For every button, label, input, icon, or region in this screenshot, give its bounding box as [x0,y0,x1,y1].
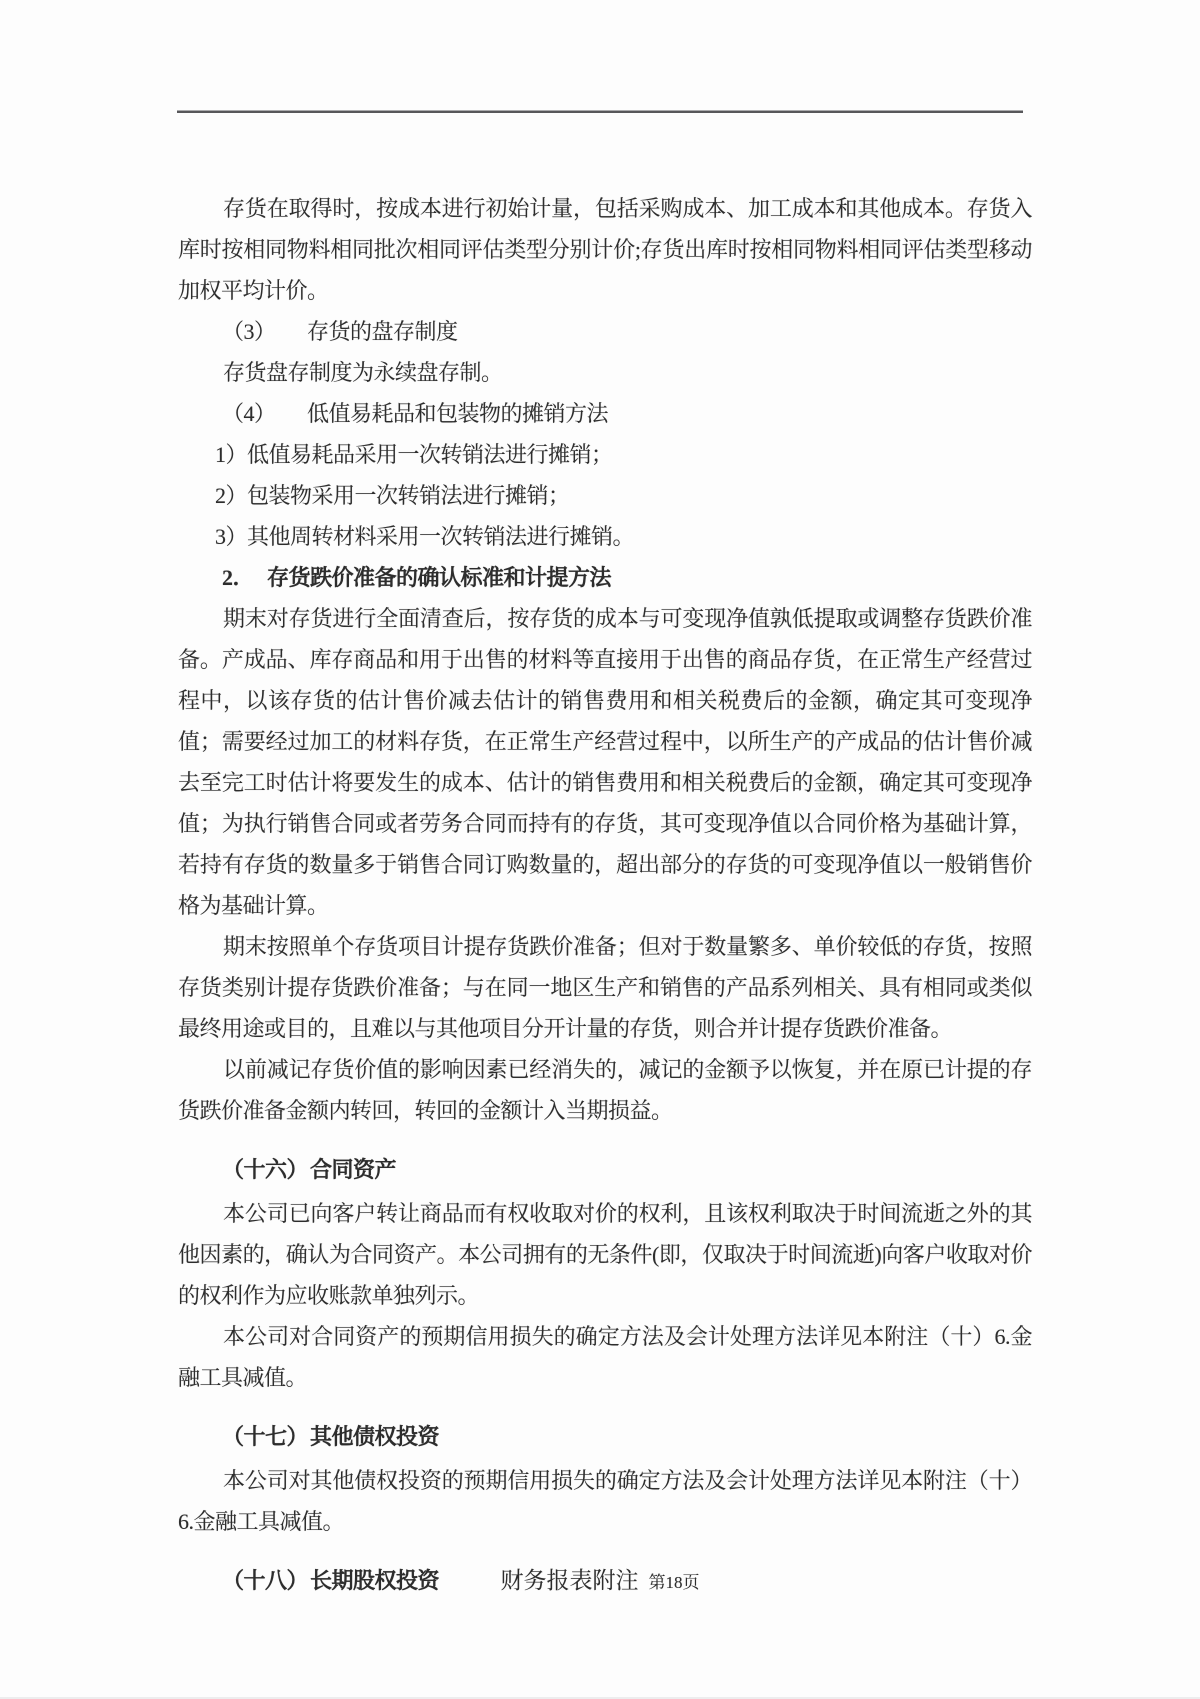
para-perpetual-inventory: 存货盘存制度为永续盘存制。 [223,360,503,385]
para-inventory-initial-measurement: 存货在取得时，按成本进行初始计量，包括采购成本、加工成本和其他成本。存货入库时按相同物料相同批次相同评估类型分别计价;存货出库时按相同物料相同评估类型移动加权平均计价。 [178,196,1032,303]
section-number: （十七） [222,1424,309,1449]
footer-doc-title: 财务报表附注 [500,1568,639,1593]
item-title: 低值易耗品和包装物的摊销方法 [307,401,609,426]
para-other-debt-investments: 本公司对其他债权投资的预期信用损失的确定方法及会计处理方法详见本附注（十）6.金融工具减值。 [178,1468,1032,1534]
section-title: 合同资产 [310,1157,397,1182]
item-amortization-method [178,393,1032,434]
section-number: （十八） [222,1568,309,1593]
item-title: 存货的盘存制度 [307,319,458,344]
section-title: 其他债权投资 [310,1424,440,1449]
document-content [178,188,1032,1604]
para-contract-assets-2: 本公司对合同资产的预期信用损失的确定方法及会计处理方法详见本附注（十）6.金融工具减值。 [178,1324,1032,1390]
heading-section-17-other-debt-investments [178,1416,1032,1457]
heading-section-16-contract-assets [178,1149,1032,1190]
heading-inventory-write-down [178,557,1032,598]
para-contract-assets-1: 本公司已向客户转让商品而有权收取对价的权利，且该权利取决于时间流逝之外的其他因素的，确认为合同资产。本公司拥有的无条件(即，仅取决于时间流逝)向客户收取对价的权利作为应收账款单独列示。 [178,1201,1032,1308]
section-number: （十六） [222,1157,309,1182]
item-number: （4） [222,401,276,426]
para-write-down-1: 期末对存货进行全面清查后，按存货的成本与可变现净值孰低提取或调整存货跌价准备。产成品、库存商品和用于出售的材料等直接用于出售的商品存货，在正常生产经营过程中，以该存货的估计售价减去估计的销售费用和相关税费后的金额，确定其可变现净值；需要经过加工的材料存货，在正常生产经营过程中，以所生产的产成品的估计售价减去至完工时估计将要发生的成本、估计的销售费用和相关税费后的金额，确定其可变现净值；为执行销售合同或者劳务合同而持有的存货，其可变现净值以合同价格为基础计算，若持有存货的数量多于销售合同订购数量的，超出部分的存货的可变现净值以一般销售价格为基础计算。 [178,606,1032,918]
heading-number: 2． [222,565,255,590]
page-footer [0,1566,1200,1598]
header-rule [177,110,1023,113]
section-title: 长期股权投资 [310,1568,440,1593]
heading-title: 存货跌价准备的确认标准和计提方法 [267,565,612,590]
subitem-packaging: 2）包装物采用一次转销法进行摊销； [215,483,570,508]
subitem-low-value-consumables: 1）低值易耗品采用一次转销法进行摊销； [215,442,613,467]
footer-page-number: 第18页 [648,1573,700,1592]
subitem-other-turnover-materials: 3）其他周转材料采用一次转销法进行摊销。 [215,524,635,549]
para-write-down-3: 以前减记存货价值的影响因素已经消失的，减记的金额予以恢复，并在原已计提的存货跌价准备金额内转回，转回的金额计入当期损益。 [178,1057,1032,1123]
item-inventory-system [178,311,1032,352]
item-number: （3） [222,319,276,344]
para-write-down-2: 期末按照单个存货项目计提存货跌价准备；但对于数量繁多、单价较低的存货，按照存货类别计提存货跌价准备；与在同一地区生产和销售的产品系列相关、具有相同或类似最终用途或目的，且难以与其他项目分开计量的存货，则合并计提存货跌价准备。 [178,934,1032,1041]
